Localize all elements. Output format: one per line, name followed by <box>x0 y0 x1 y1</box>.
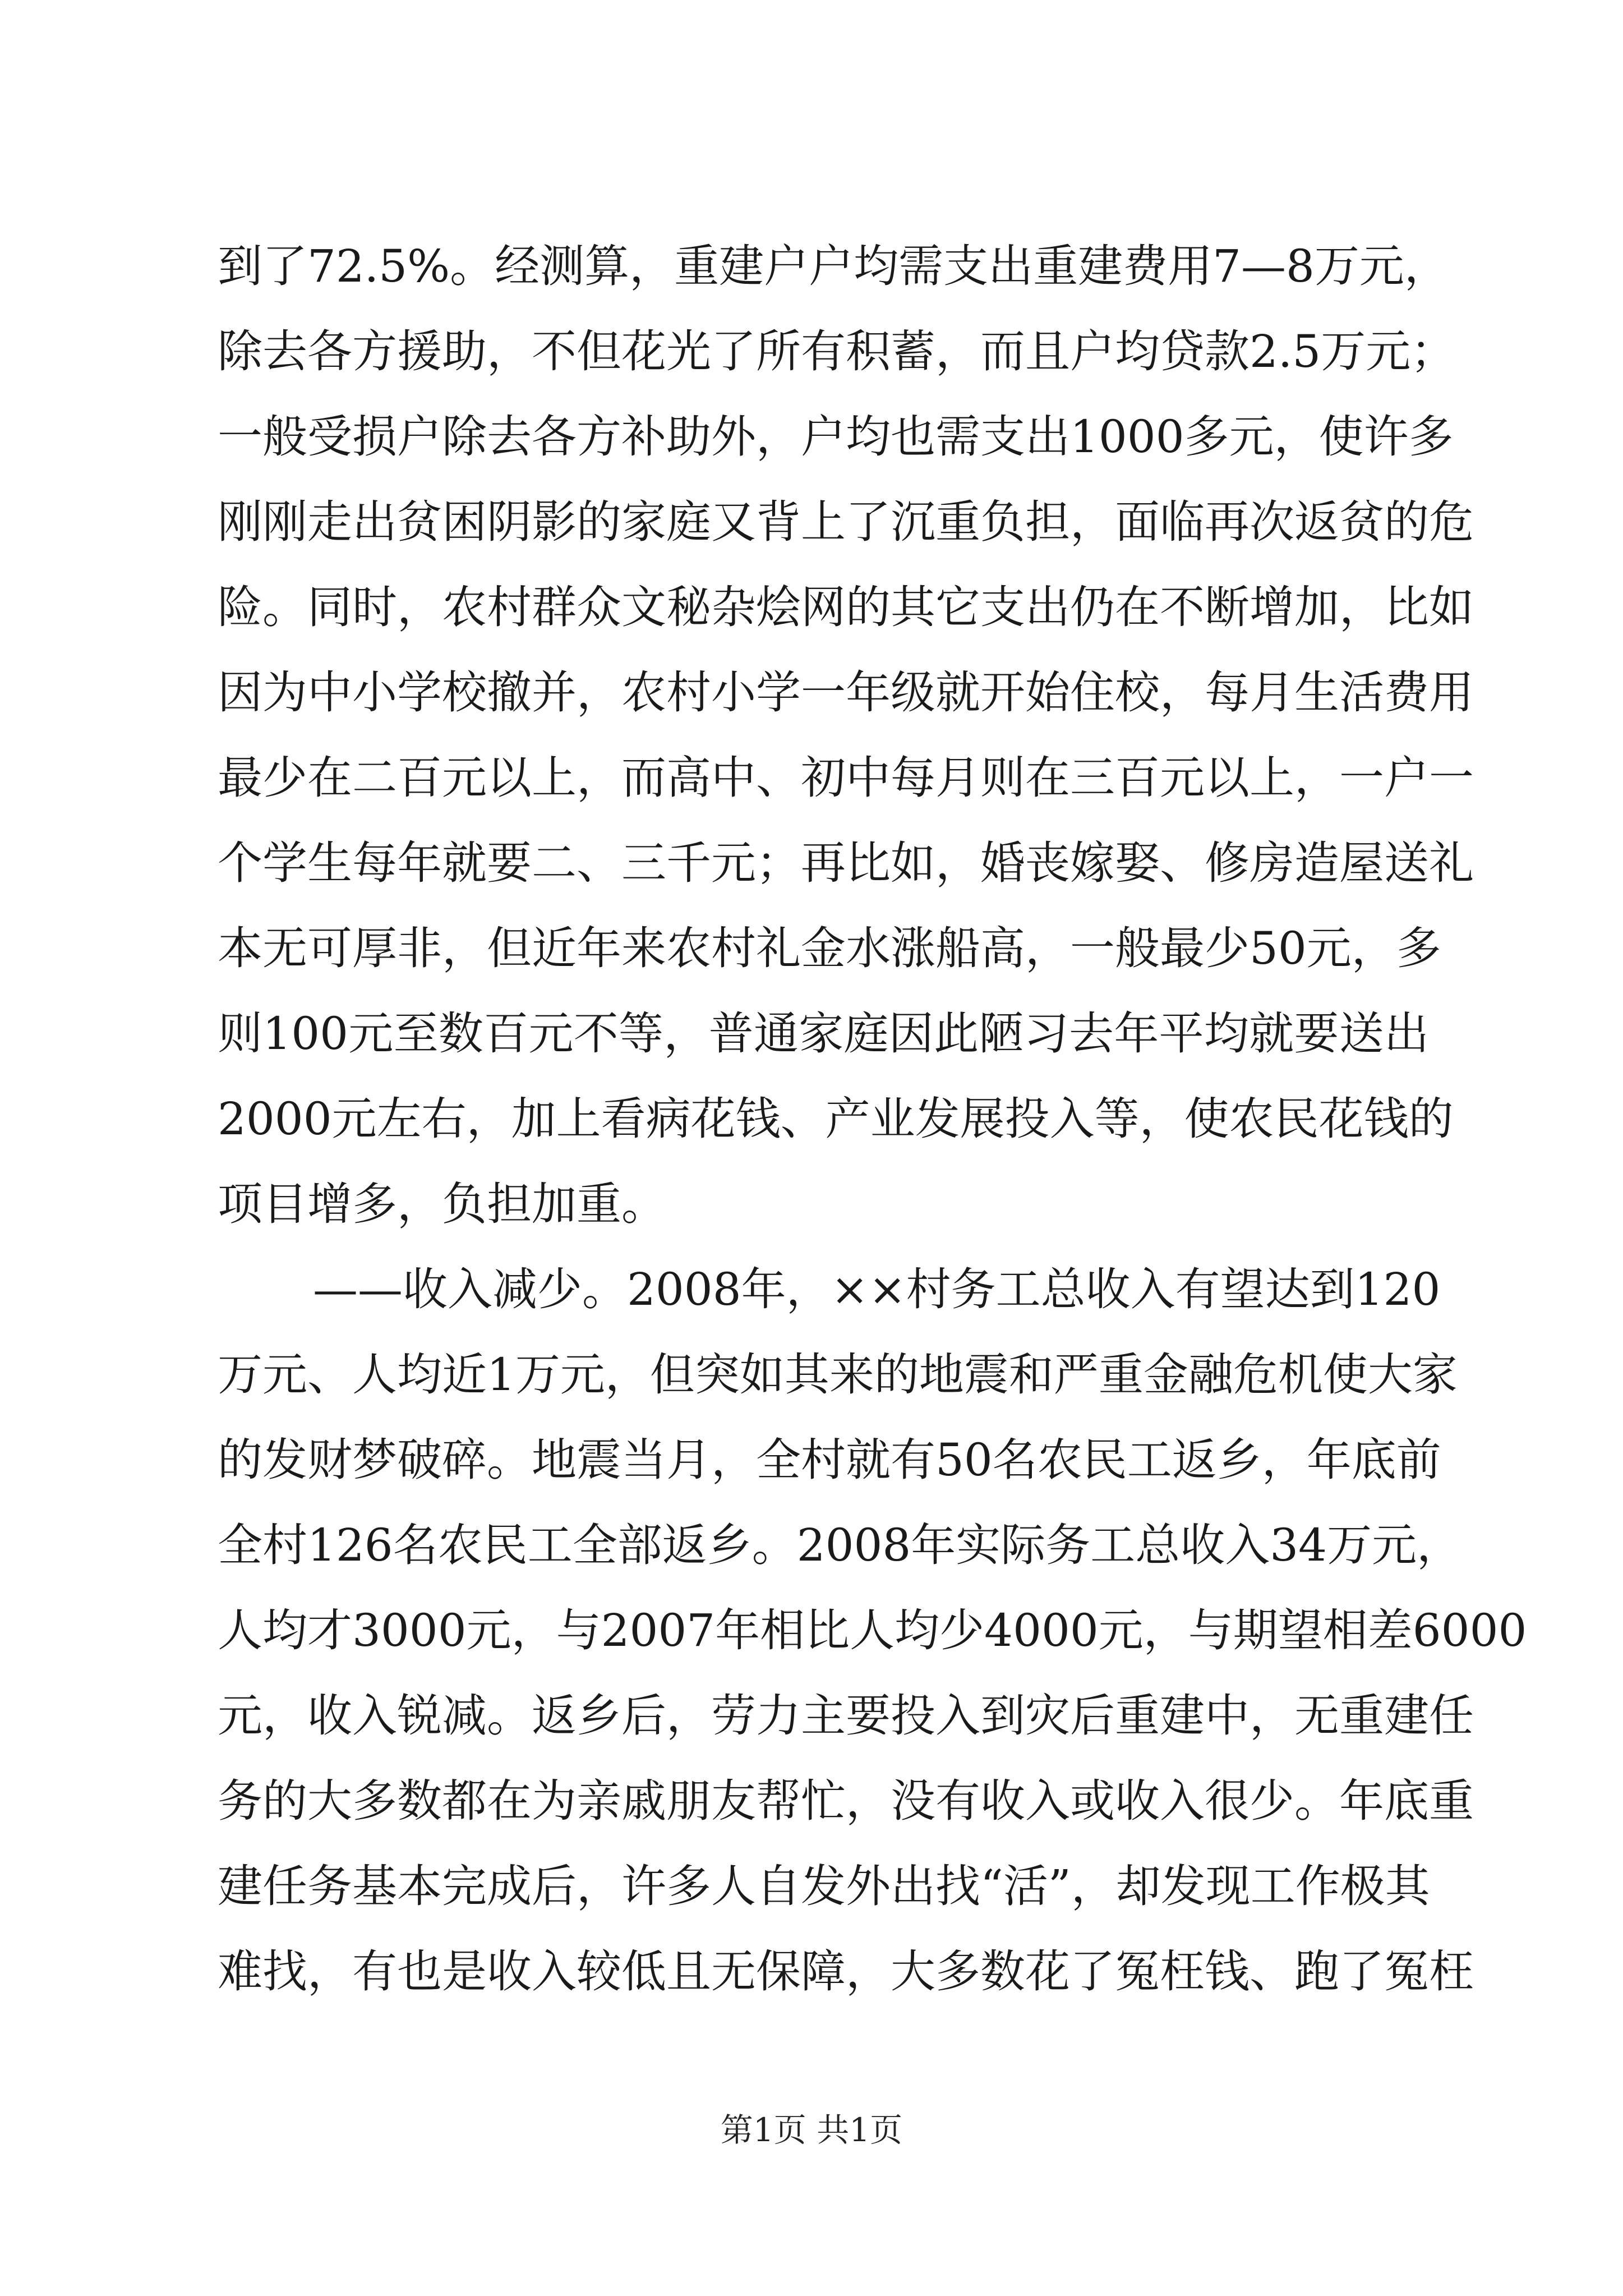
paragraph-1-line-12: 项目增多，负担加重。 <box>218 1178 666 1230</box>
paragraph-1-line-10: 则100元至数百元不等，普通家庭因此陋习去年平均就要送出 <box>218 1007 1429 1060</box>
page-footer: 第1页 共1页 <box>720 2111 903 2149</box>
paragraph-2-line-1: ——收入减少。2008年，××村务工总收入有望达到120 <box>313 1263 1441 1315</box>
paragraph-2-line-3: 的发财梦破碎。地震当月，全村就有50名农民工返乡，年底前 <box>218 1434 1441 1486</box>
paragraph-1-line-9: 本无可厚非，但近年来农村礼金水涨船高，一般最少50元，多 <box>218 922 1441 974</box>
paragraph-2-line-4: 全村126名农民工全部返乡。2008年实际务工总收入34万元， <box>218 1519 1462 1571</box>
paragraph-2-line-2: 万元、人均近1万元，但突如其来的地震和严重金融危机使大家 <box>218 1349 1458 1401</box>
paragraph-1-line-11: 2000元左右，加上看病花钱、产业发展投入等，使农民花钱的 <box>218 1093 1454 1145</box>
paragraph-1-line-4: 刚刚走出贫困阴影的家庭又背上了沉重负担，面临再次返贫的危 <box>218 496 1474 548</box>
paragraph-1-line-1: 到了72.5%。经测算，重建户户均需支出重建费用7—8万元， <box>218 240 1449 292</box>
paragraph-1-line-8: 个学生每年就要二、三千元；再比如，婚丧嫁娶、修房造屋送礼 <box>218 837 1474 889</box>
paragraph-1-line-3: 一般受损户除去各方补助外，户均也需支出1000多元，使许多 <box>218 411 1454 463</box>
paragraph-2-line-7: 务的大多数都在为亲戚朋友帮忙，没有收入或收入很少。年底重 <box>218 1775 1474 1827</box>
paragraph-1-line-7: 最少在二百元以上，而高中、初中每月则在三百元以上，一户一 <box>218 752 1474 804</box>
paragraph-2-line-8: 建任务基本完成后，许多人自发外出找“活”，却发现工作极其 <box>218 1860 1430 1912</box>
paragraph-1-line-5: 险。同时，农村群众文秘杂烩网的其它支出仍在不断增加，比如 <box>218 581 1474 633</box>
paragraph-1-line-2: 除去各方援助，不但花光了所有积蓄，而且户均贷款2.5万元； <box>218 325 1456 378</box>
paragraph-1-line-6: 因为中小学校撤并，农村小学一年级就开始住校，每月生活费用 <box>218 666 1474 719</box>
paragraph-2-line-5: 人均才3000元，与2007年相比人均少4000元，与期望相差6000 <box>218 1604 1527 1657</box>
paragraph-2-line-9: 难找，有也是收入较低且无保障，大多数花了冤枉钱、跑了冤枉 <box>218 1945 1474 1998</box>
paragraph-2-line-6: 元，收入锐减。返乡后，劳力主要投入到灾后重建中，无重建任 <box>218 1690 1474 1742</box>
